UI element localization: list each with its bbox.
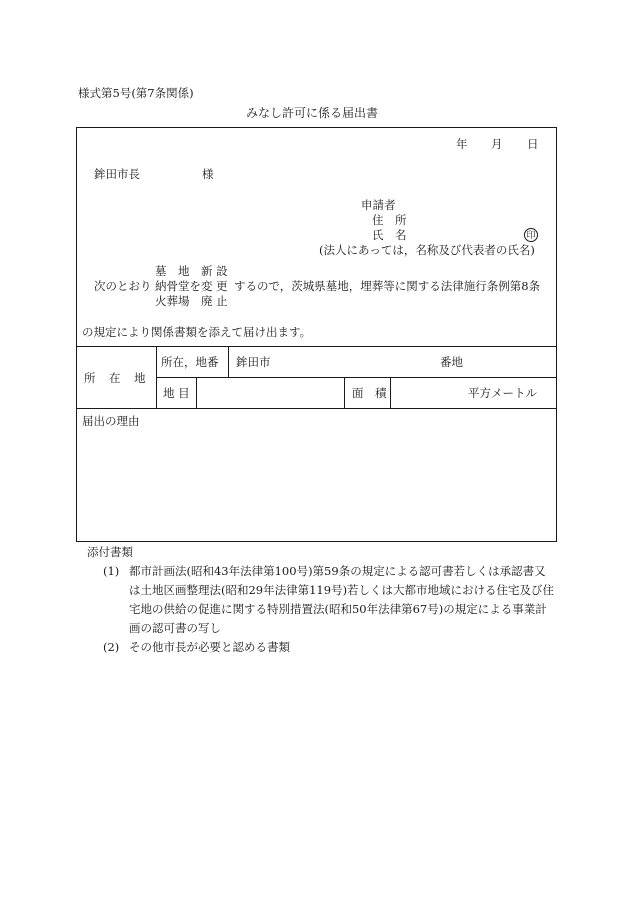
document-title: みなし許可に係る届出書	[246, 106, 379, 120]
body-line2: の規定により関係書類を添えて届け出ます。	[82, 325, 312, 339]
date-month-label: 月	[491, 137, 503, 151]
addressee-honorific: 様	[202, 167, 214, 181]
attachment-item2-number: (2)	[103, 640, 120, 654]
body-prefix: 次のとおり	[94, 279, 152, 293]
city-value: 鉾田市	[236, 355, 271, 369]
date-year-label: 年	[456, 137, 468, 151]
attachment-item1-line3: 宅地の供給の促進に関する特別措置法(昭和50年法律第67号)の規定による事業計	[129, 602, 547, 616]
attachments-heading: 添付書類	[87, 545, 133, 559]
name-label: 氏 名	[372, 228, 407, 242]
reason-label: 届出の理由	[82, 414, 140, 428]
lot-label: 所在，地番	[161, 355, 219, 369]
applicant-label: 申請者	[361, 198, 396, 212]
location-label: 所 在 地	[84, 371, 147, 385]
corporation-note: (法人にあっては，名称及び代表者の氏名)	[319, 243, 535, 257]
body-suffix: するので，茨城県墓地，埋葬等に関する法律施行条例第8条	[234, 279, 541, 293]
attachment-item1-number: (1)	[103, 564, 120, 578]
address-label: 住 所	[372, 213, 407, 227]
area-label: 面 積	[352, 386, 387, 400]
attachment-item1-line1: 都市計画法(昭和43年法律第100号)第59条の規定による認可書若しくは承認書又	[129, 564, 546, 578]
seal-mark: 印	[524, 228, 538, 242]
area-unit: 平方メートル	[468, 386, 537, 400]
attachment-item1-line2: は土地区画整理法(昭和29年法律第119号)若しくは大都市地域における住宅及び住	[129, 583, 555, 597]
attachment-item2-text: その他市長が必要と認める書類	[129, 640, 290, 654]
form-number: 様式第5号(第7条関係)	[78, 86, 194, 100]
date-day-label: 日	[527, 137, 539, 151]
option-ossuary: 納骨堂を変 更	[155, 279, 228, 293]
lot-suffix: 番地	[440, 355, 463, 369]
option-cemetery: 墓 地 新 設	[155, 264, 228, 278]
land-type-label: 地 目	[163, 386, 190, 400]
attachment-item1-line4: 画の認可書の写し	[129, 621, 221, 635]
option-crematorium: 火葬場 廃 止	[155, 294, 228, 308]
addressee-mayor: 鉾田市長	[94, 167, 140, 181]
